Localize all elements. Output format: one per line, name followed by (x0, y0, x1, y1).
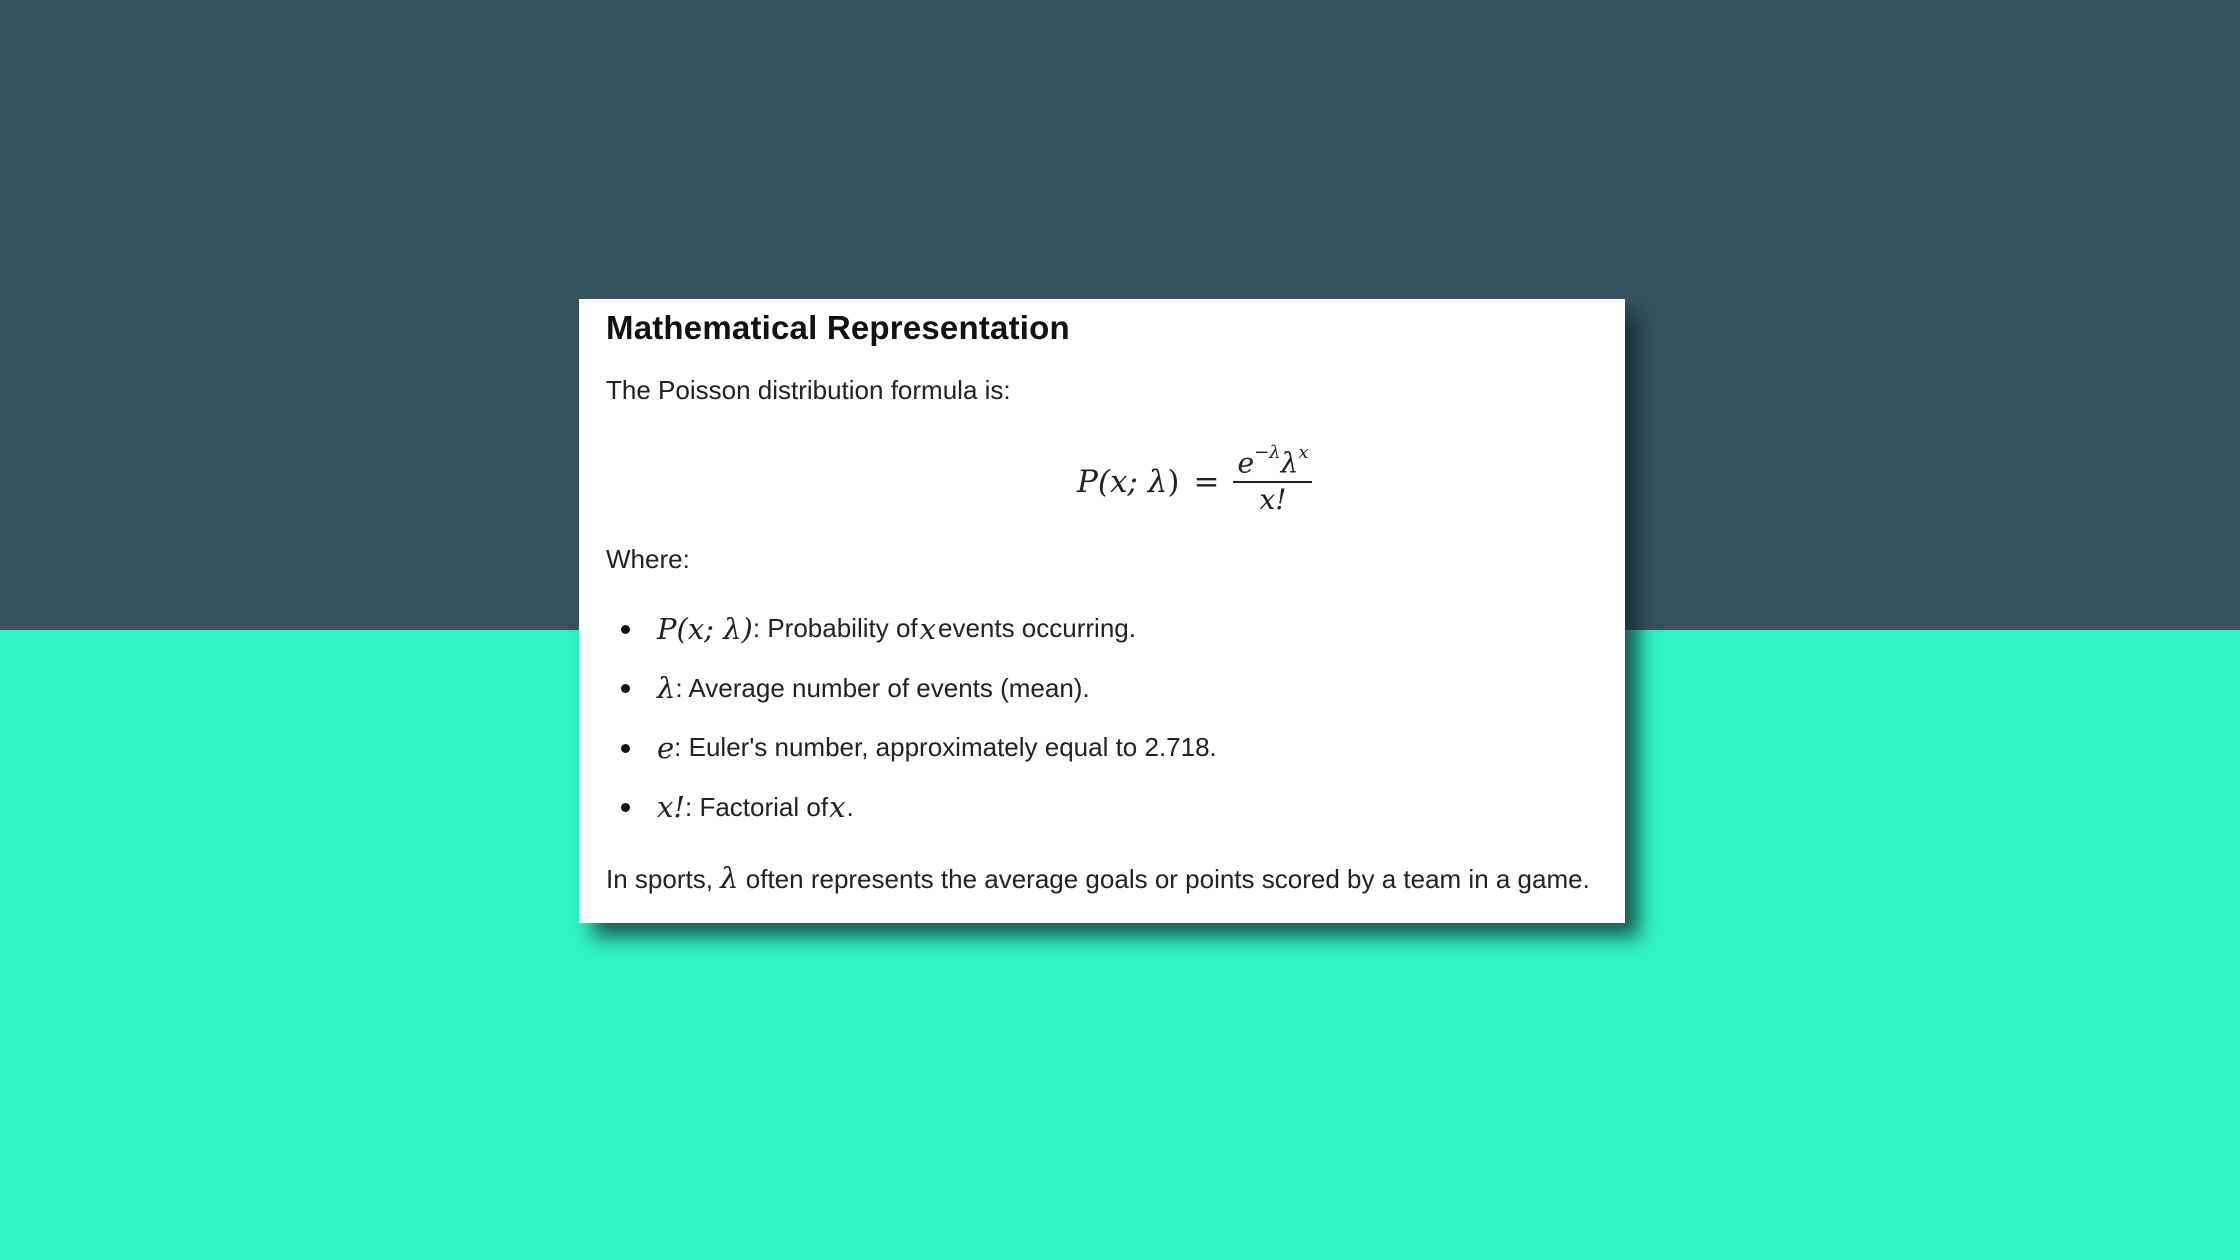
formula-fraction (1233, 441, 1312, 517)
list-item (606, 718, 1217, 778)
list-item (606, 599, 1217, 659)
bullet-icon (621, 803, 630, 812)
definition-text-end: . (846, 791, 854, 822)
definition-symbol: λ (657, 671, 676, 706)
closing-text-before: In sports, (606, 864, 721, 894)
definition-symbol: x! (657, 790, 686, 825)
numerator-lambda: λ (1280, 446, 1299, 480)
intro-text: The Poisson distribution formula is: (606, 375, 1011, 405)
formula-numerator (1233, 441, 1312, 484)
closing-text (606, 861, 1590, 895)
definition-symbol: P(x; λ) (657, 611, 753, 646)
bullet-icon (621, 625, 630, 634)
section-title: Mathematical Representation (606, 309, 1070, 346)
formula-lhs-main: P(x; λ (1077, 464, 1168, 500)
definition-symbol: e (657, 730, 675, 765)
definition-text-end: events occurring. (937, 613, 1136, 644)
list-item (606, 778, 1217, 838)
bullet-icon (621, 744, 630, 753)
content-card (579, 299, 1625, 923)
definition-symbol-inline: x (919, 611, 936, 646)
numerator-lambda-exponent: x (1298, 441, 1309, 463)
definition-text: : Probability of (752, 613, 918, 644)
definition-text: : Average number of events (mean). (675, 672, 1090, 703)
closing-text-after: often represents the average goals or points scored by a team in a game. (738, 864, 1590, 894)
poisson-formula (1077, 439, 1312, 525)
numerator-base: e (1237, 446, 1255, 480)
bullet-icon (621, 684, 630, 693)
formula-equals: = (1193, 464, 1220, 500)
definition-list (606, 599, 1217, 837)
closing-lambda: λ (720, 861, 739, 895)
list-item (606, 659, 1217, 719)
definition-text: : Euler's number, approximately equal to 2.718. (674, 732, 1217, 763)
where-label: Where: (606, 544, 690, 574)
numerator-exponent: −λ (1254, 441, 1281, 463)
formula-lhs-close: ) (1167, 464, 1180, 500)
formula-lhs (1077, 464, 1180, 500)
definition-symbol-inline: x (829, 790, 846, 825)
formula-denominator: x! (1259, 483, 1287, 517)
definition-text: : Factorial of (685, 791, 829, 822)
